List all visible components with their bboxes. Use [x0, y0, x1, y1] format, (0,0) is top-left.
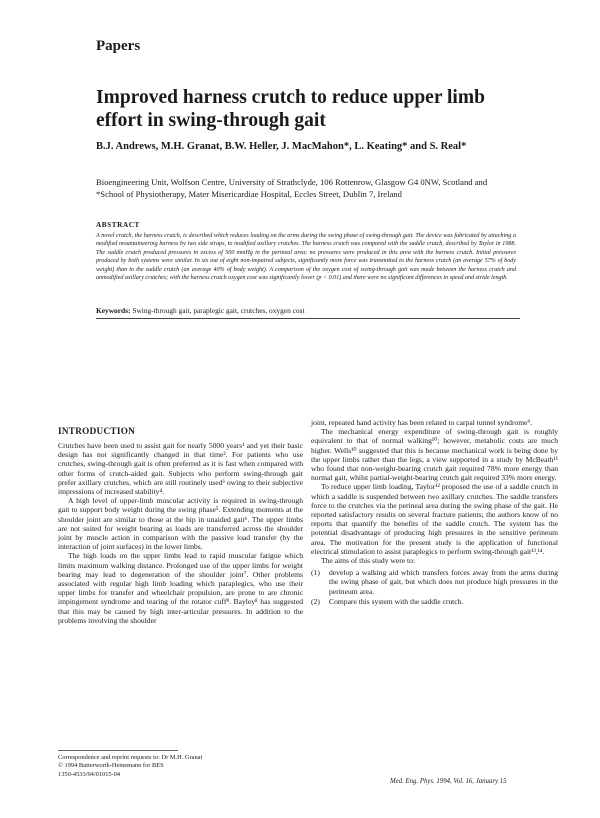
aim-text: develop a walking aid which transfers forces away from the arms during the swing phase of gait, but which does not produce high pressures in the perineum area. [329, 568, 558, 596]
issn-note: 1350-4533/94/01015-04 [58, 770, 121, 778]
intro-paragraph: The high loads on the upper limbs lead to rapid muscular fatigue which limits maximum walking distance. Prolonged use of the upper limbs for weight bearing may lead to degeneration of the shoulder joint⁷. Other problems associated with regular high limb loading which paraplegics, who use their upper limbs for transfer and wheelchair propulsion, are prone to are chronic impingement syndrome and tearing of the rotator cuff⁸. Bayley⁸ has suggested that this may be caused by high inter-articular pressures. In addition to the problems involving the shoulder [58, 551, 303, 625]
author-list: B.J. Andrews, M.H. Granat, B.W. Heller, J. MacMahon*, L. Keating* and S. Real* [96, 141, 467, 152]
intro-paragraph: The aims of this study were to: [321, 556, 416, 566]
aim-text: Compare this system with the saddle crutch. [329, 596, 464, 606]
article-title: Improved harness crutch to reduce upper limb effort in swing-through gait [96, 87, 485, 131]
correspondence-note: Correspondence and reprint requests to: Dr M.H. Granat [58, 754, 203, 761]
aim-number: (1) [311, 568, 320, 578]
list-item [311, 597, 558, 606]
keywords-text: Swing-through gait, paraplegic gait, crutches, oxygen cost [132, 306, 305, 315]
keywords [96, 306, 516, 315]
affiliation: Bioengineering Unit, Wolfson Centre, University of Strathclyde, 106 Rottenrow, Glasgow G4 0NW, Scotland and *School of Physiotherapy, Mater Misericardiae Hospital, Eccles Street, Dublin 7, Ireland [96, 177, 488, 199]
footnote [58, 754, 202, 779]
intro-paragraph: The mechanical energy expenditure of swing-through gait is roughly equivalent to that of normal walking¹⁰; however, metabolic costs are much higher. Wells¹⁰ suggested that this is because mechanical work is being done by the upper limbs rather than the legs, a view supported in a study by McBeath¹¹ who found that non-weight-bearing crutch gait required 78% more energy than normal gait, whilst partial-weight-bearing crutch gait required 33% more energy. [311, 427, 558, 483]
aim-number: (2) [311, 596, 320, 606]
abstract-text: A novel crutch, the harness crutch, is described which reduces loading on the arms during the swing phase of swing-through gait. The device was fabricated by attaching a modified mountaineering harness by two side straps, to modified axillary crutches. The harness crutch was compared with the saddle crutch, described by Taylor in 1988. The saddle crutch produced pressures in excess of 500 mmHg in the perineal area; no pressures were produced in this area with the harness crutch. Initial pressures produced by both systems were similar. In six out of eight non-impaired subjects, significantly more force was transmitted to the harness crutch (an average 57% of body weight) than to the saddle crutch (an average 40% of body weight). A comparison of the oxygen cost of swing-through gait was made between the harness crutch and unmodified axillary crutches; with the harness crutch oxygen cost was significantly lower (p < 0.01) and there were no significant differences in speed and stride length. [96, 233, 516, 282]
list-item [311, 568, 558, 596]
aims-list [311, 568, 558, 606]
abstract-heading: ABSTRACT [96, 221, 140, 229]
intro-right-column [311, 418, 558, 607]
copyright-note: © 1994 Butterworth-Heinemann for BES [58, 762, 164, 770]
abstract-divider [96, 318, 520, 319]
intro-left-column [58, 441, 303, 625]
intro-paragraph: Crutches have been used to assist gait for nearly 5000 years¹ and yet their basic design has not significantly changed in that time². For patients who use crutches, swing-through gait is often preferred as it is fast when compared with other forms of crutch-aided gait. Subjects who perform swing-through gait prefer axillary crutches, which are still routinely used³ owing to their subjective impressions of increased stability⁴. [58, 441, 303, 497]
footnote-divider [58, 750, 178, 751]
keywords-label: Keywords: [96, 306, 131, 315]
section-label: Papers [96, 38, 141, 54]
intro-paragraph: joint, repeated hand activity has been related to carpal tunnel syndrome⁹. [311, 418, 533, 427]
intro-paragraph: To reduce upper limb loading, Taylor¹² proposed the use of a saddle crutch in which a saddle is suspended between two axillary crutches. The saddle transfers force to the crutches via the perineal area during the swing phase of the gait. He reported satisfactory results on several fracture patients; the authors know of no reports that quantify the benefits of the saddle crutch. The system has the potential disadvantage of producing high pressures in the sensitive perineum area. The motivation for the present study is the application of functional electrical stimulation to assist paraplegics to perform swing-through gait¹³,¹⁴. [311, 482, 558, 556]
intro-heading: INTRODUCTION [58, 426, 136, 436]
intro-paragraph: A high level of upper-limb muscular activity is required in swing-through gait to support body weight during the swing phase⁵. Extending moments at the shoulder joint are similar to those at the hip in unaided gait⁶. The upper limbs are not suited for weight bearing as loads are transferred across the shoulder joint by muscle action in comparison with the passive load transfer (by the interaction of joint surfaces) in the lower limbs. [58, 496, 303, 552]
journal-citation: Med. Eng. Phys. 1994, Vol. 16, January 15 [390, 778, 507, 785]
